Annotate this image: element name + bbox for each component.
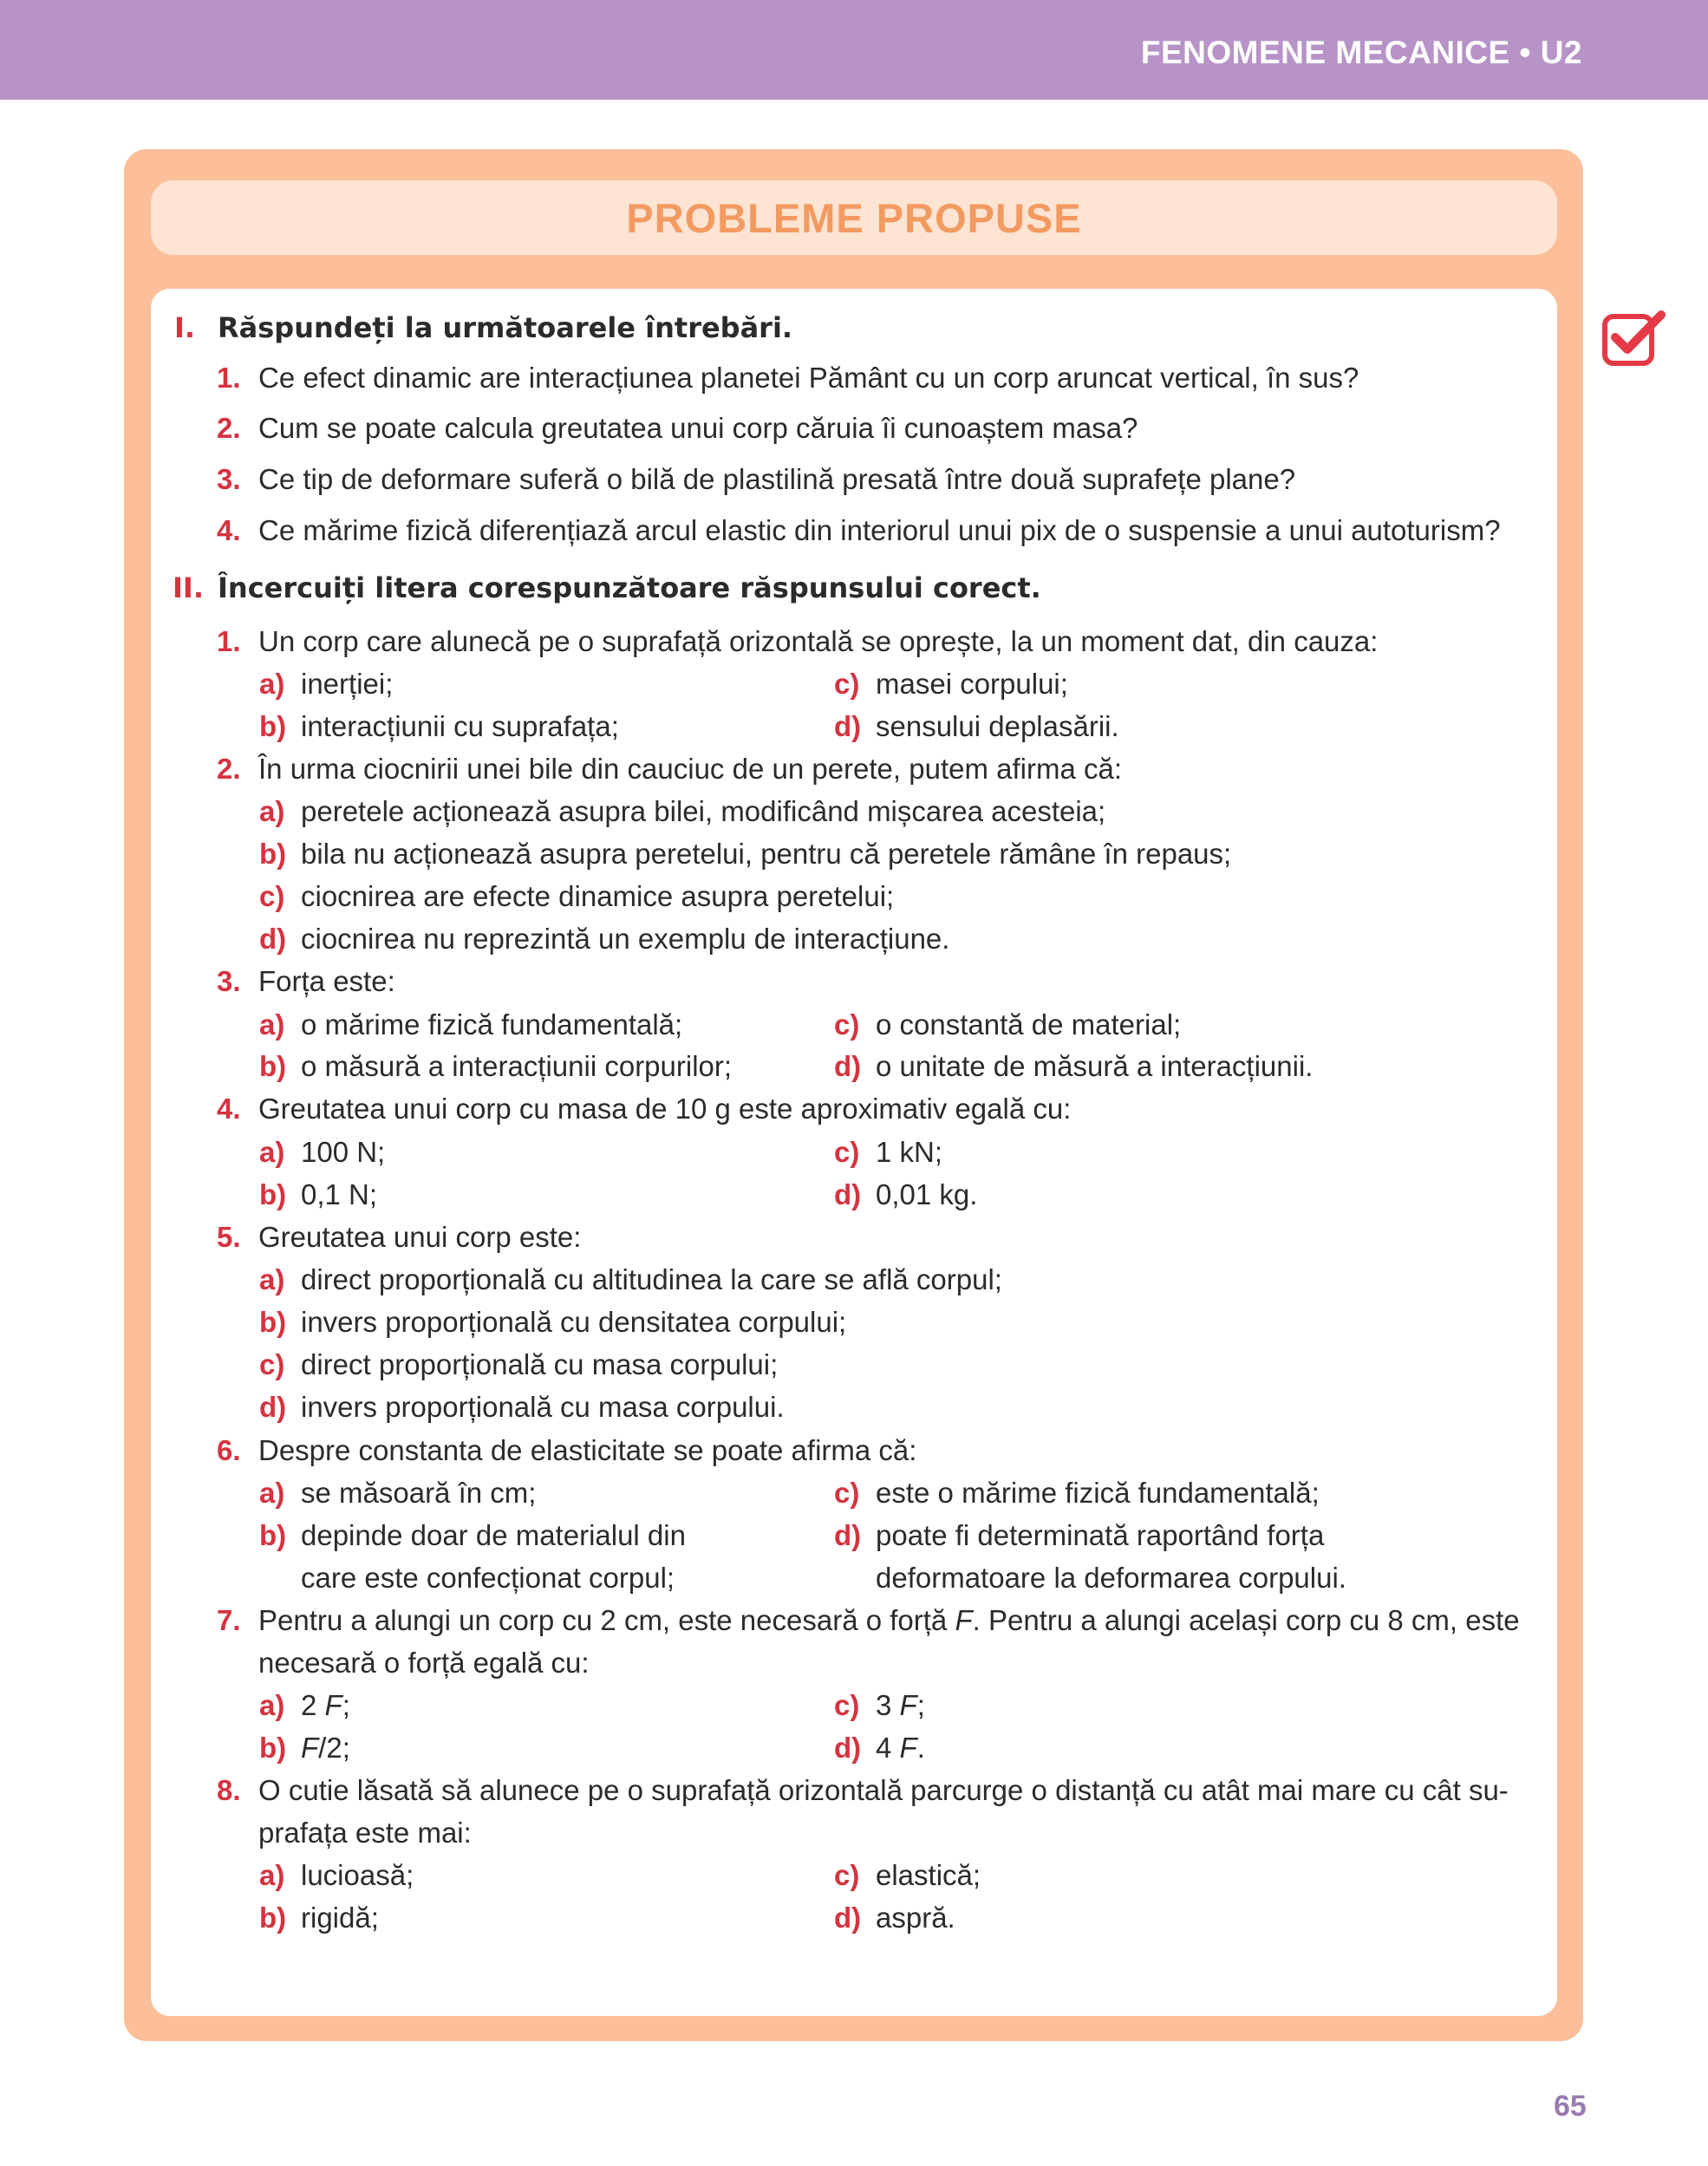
option-letter: d) <box>834 1732 862 1764</box>
option-letter: b) <box>259 1306 287 1338</box>
option-text: o mărime fizică fundamentală; <box>301 1008 683 1041</box>
option-c[interactable] <box>834 667 1068 701</box>
question-number: 1. <box>217 625 241 657</box>
option-letter: a) <box>259 1477 285 1509</box>
question-number: 5. <box>217 1221 241 1253</box>
force-variable: F <box>301 1732 319 1764</box>
option-text: 2 <box>301 1689 325 1721</box>
option-text: bila nu acționează asupra peretelui, pentru că peretele rămâne în repaus; <box>301 838 1232 870</box>
option-d[interactable] <box>834 1518 1325 1553</box>
question-number: 8. <box>217 1774 241 1806</box>
question-text: Cum se poate calcula greutatea unui corp căruia îi cunoaștem masa? <box>258 412 1138 444</box>
option-text: rigidă; <box>301 1902 379 1934</box>
option-a[interactable] <box>259 1688 350 1723</box>
option-letter: d) <box>834 1050 862 1082</box>
option-letter: b) <box>259 838 287 870</box>
option-c[interactable] <box>834 1008 1182 1042</box>
question-text: Greutatea unui corp este: <box>258 1221 582 1253</box>
option-text: o constantă de material; <box>876 1008 1182 1041</box>
question-text: Un corp care alunecă pe o suprafață orizontală se oprește, la un moment dat, din cauza: <box>258 625 1379 657</box>
option-text: este o mărime fizică fundamentală; <box>876 1477 1320 1509</box>
option-text: lucioasă; <box>301 1859 414 1891</box>
checkbox-check-icon <box>1600 308 1668 369</box>
option-b[interactable] <box>259 1305 847 1340</box>
option-text: ciocnirea nu reprezintă un exemplu de interacțiune. <box>301 923 950 955</box>
option-letter: a) <box>259 1136 285 1168</box>
option-c[interactable] <box>834 1476 1320 1510</box>
question-number: 4. <box>217 514 241 546</box>
box-title: PROBLEME PROPUSE <box>626 194 1082 241</box>
option-a[interactable] <box>259 1135 386 1170</box>
option-text: deformatoare la deformarea corpului. <box>876 1562 1346 1594</box>
question-text: O cutie lăsată să alunece pe o suprafață orizontală parcurge o distanță cu atât mai mare cu cât su- <box>258 1774 1509 1806</box>
option-text: 100 N; <box>301 1136 386 1168</box>
option-letter: c) <box>834 1008 860 1041</box>
page-number: 65 <box>1554 2090 1587 2123</box>
option-c[interactable] <box>834 1135 943 1170</box>
option-letter: b) <box>259 1178 287 1210</box>
option-text: peretele acționează asupra bilei, modificând mișcarea acesteia; <box>301 795 1106 827</box>
question-text: Ce mărime fizică diferențiază arcul elastic din interiorul unui pix de o suspensie a unui autoturism? <box>258 514 1501 546</box>
option-letter: d) <box>259 1391 287 1423</box>
question-text: Despre constanta de elasticitate se poate afirma că: <box>258 1434 917 1466</box>
option-letter: a) <box>259 795 285 827</box>
option-d[interactable] <box>259 1390 785 1425</box>
option-letter: a) <box>259 1008 285 1041</box>
option-text: ; <box>916 1689 925 1721</box>
option-text: elastică; <box>876 1859 981 1891</box>
option-text: masei corpului; <box>876 668 1068 700</box>
option-d[interactable] <box>834 1901 955 1935</box>
s2-question-6 <box>217 1433 917 1468</box>
option-b[interactable] <box>259 1518 686 1553</box>
section-2-heading <box>173 571 1041 605</box>
s2-question-2 <box>217 752 1123 786</box>
option-text: poate fi determinată raportând forța <box>876 1519 1325 1551</box>
question-text: Ce tip de deformare suferă o bilă de plastilină presată între două suprafețe plane? <box>258 463 1296 495</box>
option-letter: c) <box>259 880 285 912</box>
option-c[interactable] <box>259 1347 779 1382</box>
option-letter: c) <box>259 1348 285 1380</box>
s1-question-1 <box>217 361 1359 395</box>
s2-question-8-continued <box>258 1816 472 1850</box>
option-text: aspră. <box>876 1902 955 1934</box>
chapter-title: FENOMENE MECANICE • U2 <box>1140 35 1582 70</box>
option-text: invers proporțională cu densitatea corpului; <box>301 1306 847 1338</box>
question-text: Forța este: <box>258 965 395 997</box>
s2-question-3 <box>217 964 395 999</box>
option-a[interactable] <box>259 1476 537 1510</box>
question-text: Greutatea unui corp cu masa de 10 g este aproximativ egală cu: <box>258 1093 1072 1125</box>
option-b[interactable] <box>259 1178 378 1212</box>
option-b[interactable] <box>259 709 619 744</box>
option-letter: c) <box>834 1689 860 1721</box>
option-letter: d) <box>834 1519 862 1551</box>
option-d[interactable] <box>834 1049 1314 1084</box>
option-a[interactable] <box>259 667 394 701</box>
option-d-continued <box>876 1561 1346 1595</box>
section-1-title: Răspundeți la următoarele întrebări. <box>218 311 793 344</box>
s2-question-8 <box>217 1773 1509 1808</box>
force-variable: F <box>955 1604 973 1636</box>
option-a[interactable] <box>259 1858 414 1893</box>
title-bar <box>151 180 1557 255</box>
section-1-heading <box>174 310 793 345</box>
option-letter: d) <box>834 1178 862 1210</box>
option-b[interactable] <box>259 1049 733 1084</box>
option-text: . <box>916 1732 925 1764</box>
option-letter: b) <box>259 1902 287 1934</box>
option-letter: a) <box>259 1859 285 1891</box>
option-letter: d) <box>259 923 287 955</box>
option-c[interactable] <box>834 1688 925 1723</box>
option-letter: c) <box>834 668 860 700</box>
option-text: 0,01 kg. <box>876 1178 978 1210</box>
option-text: 1 kN; <box>876 1136 943 1168</box>
option-letter: b) <box>259 710 287 742</box>
option-c[interactable] <box>259 879 895 914</box>
header-band <box>0 0 1708 100</box>
s1-question-4 <box>217 513 1501 548</box>
s2-question-7 <box>217 1603 1520 1638</box>
option-text: 0,1 N; <box>301 1178 378 1210</box>
option-text: interacțiunii cu suprafața; <box>301 710 619 742</box>
option-a[interactable] <box>259 1262 1002 1297</box>
option-letter: b) <box>259 1050 287 1082</box>
option-letter: b) <box>259 1732 287 1764</box>
s1-question-2 <box>217 411 1138 446</box>
question-text: . Pentru a alungi același corp cu 8 cm, este <box>972 1604 1520 1636</box>
section-1-number: I. <box>174 311 196 344</box>
option-letter: c) <box>834 1136 860 1168</box>
option-text: direct proporțională cu masa corpului; <box>301 1348 779 1380</box>
option-text: sensului deplasării. <box>876 710 1119 742</box>
question-number: 7. <box>217 1604 241 1636</box>
question-number: 2. <box>217 753 241 785</box>
question-number: 2. <box>217 412 241 444</box>
option-text: depinde doar de materialul din <box>301 1519 686 1551</box>
option-text: /2; <box>318 1732 350 1764</box>
option-text: ciocnirea are efecte dinamice asupra peretelui; <box>301 880 895 912</box>
option-letter: a) <box>259 1263 285 1295</box>
section-2-title: Încercuiți litera corespunzătoare răspunsului corect. <box>218 571 1041 604</box>
option-letter: c) <box>834 1859 860 1891</box>
question-number: 1. <box>217 362 241 394</box>
option-a[interactable] <box>259 794 1106 829</box>
force-variable: F <box>899 1732 917 1764</box>
option-text: inerției; <box>301 668 394 700</box>
option-letter: a) <box>259 668 285 700</box>
force-variable: F <box>899 1689 917 1721</box>
question-number: 3. <box>217 965 241 997</box>
question-number: 3. <box>217 463 241 495</box>
option-letter: d) <box>834 710 862 742</box>
option-text: invers proporțională cu masa corpului. <box>301 1391 785 1423</box>
s2-question-1 <box>217 624 1379 659</box>
s1-question-3 <box>217 462 1296 497</box>
option-letter: c) <box>834 1477 860 1509</box>
option-a[interactable] <box>259 1008 683 1042</box>
option-text: 4 <box>876 1732 900 1764</box>
option-b-continued <box>301 1561 675 1595</box>
s2-question-4 <box>217 1092 1072 1126</box>
option-b[interactable] <box>259 1731 350 1765</box>
option-d[interactable] <box>834 1178 978 1212</box>
option-text: ; <box>342 1689 350 1721</box>
question-text: Ce efect dinamic are interacțiunea planetei Pământ cu un corp aruncat vertical, în sus? <box>258 362 1359 394</box>
question-text: necesară o forță egală cu: <box>258 1647 590 1679</box>
section-2-number: II. <box>173 571 204 604</box>
option-letter: d) <box>834 1902 862 1934</box>
option-d[interactable] <box>259 922 950 956</box>
s2-question-7-continued <box>258 1646 590 1680</box>
option-b[interactable] <box>259 1901 379 1935</box>
option-d[interactable] <box>834 1731 925 1765</box>
question-number: 6. <box>217 1434 241 1466</box>
option-b[interactable] <box>259 837 1232 871</box>
force-variable: F <box>324 1689 342 1721</box>
option-text: 3 <box>876 1689 900 1721</box>
option-text: care este confecționat corpul; <box>301 1562 675 1594</box>
option-text: direct proporțională cu altitudinea la care se află corpul; <box>301 1263 1002 1295</box>
question-text: Pentru a alungi un corp cu 2 cm, este necesară o forță <box>258 1604 955 1636</box>
option-text: se măsoară în cm; <box>301 1477 537 1509</box>
option-d[interactable] <box>834 709 1119 744</box>
question-text: prafața este mai: <box>258 1817 472 1849</box>
option-c[interactable] <box>834 1858 981 1893</box>
option-text: o măsură a interacțiunii corpurilor; <box>301 1050 733 1082</box>
question-text: În urma ciocnirii unei bile din cauciuc de un perete, putem afirma că: <box>258 753 1123 785</box>
s2-question-5 <box>217 1220 582 1255</box>
question-number: 4. <box>217 1093 241 1125</box>
option-letter: b) <box>259 1519 287 1551</box>
option-letter: a) <box>259 1689 285 1721</box>
option-text: o unitate de măsură a interacțiunii. <box>876 1050 1314 1082</box>
